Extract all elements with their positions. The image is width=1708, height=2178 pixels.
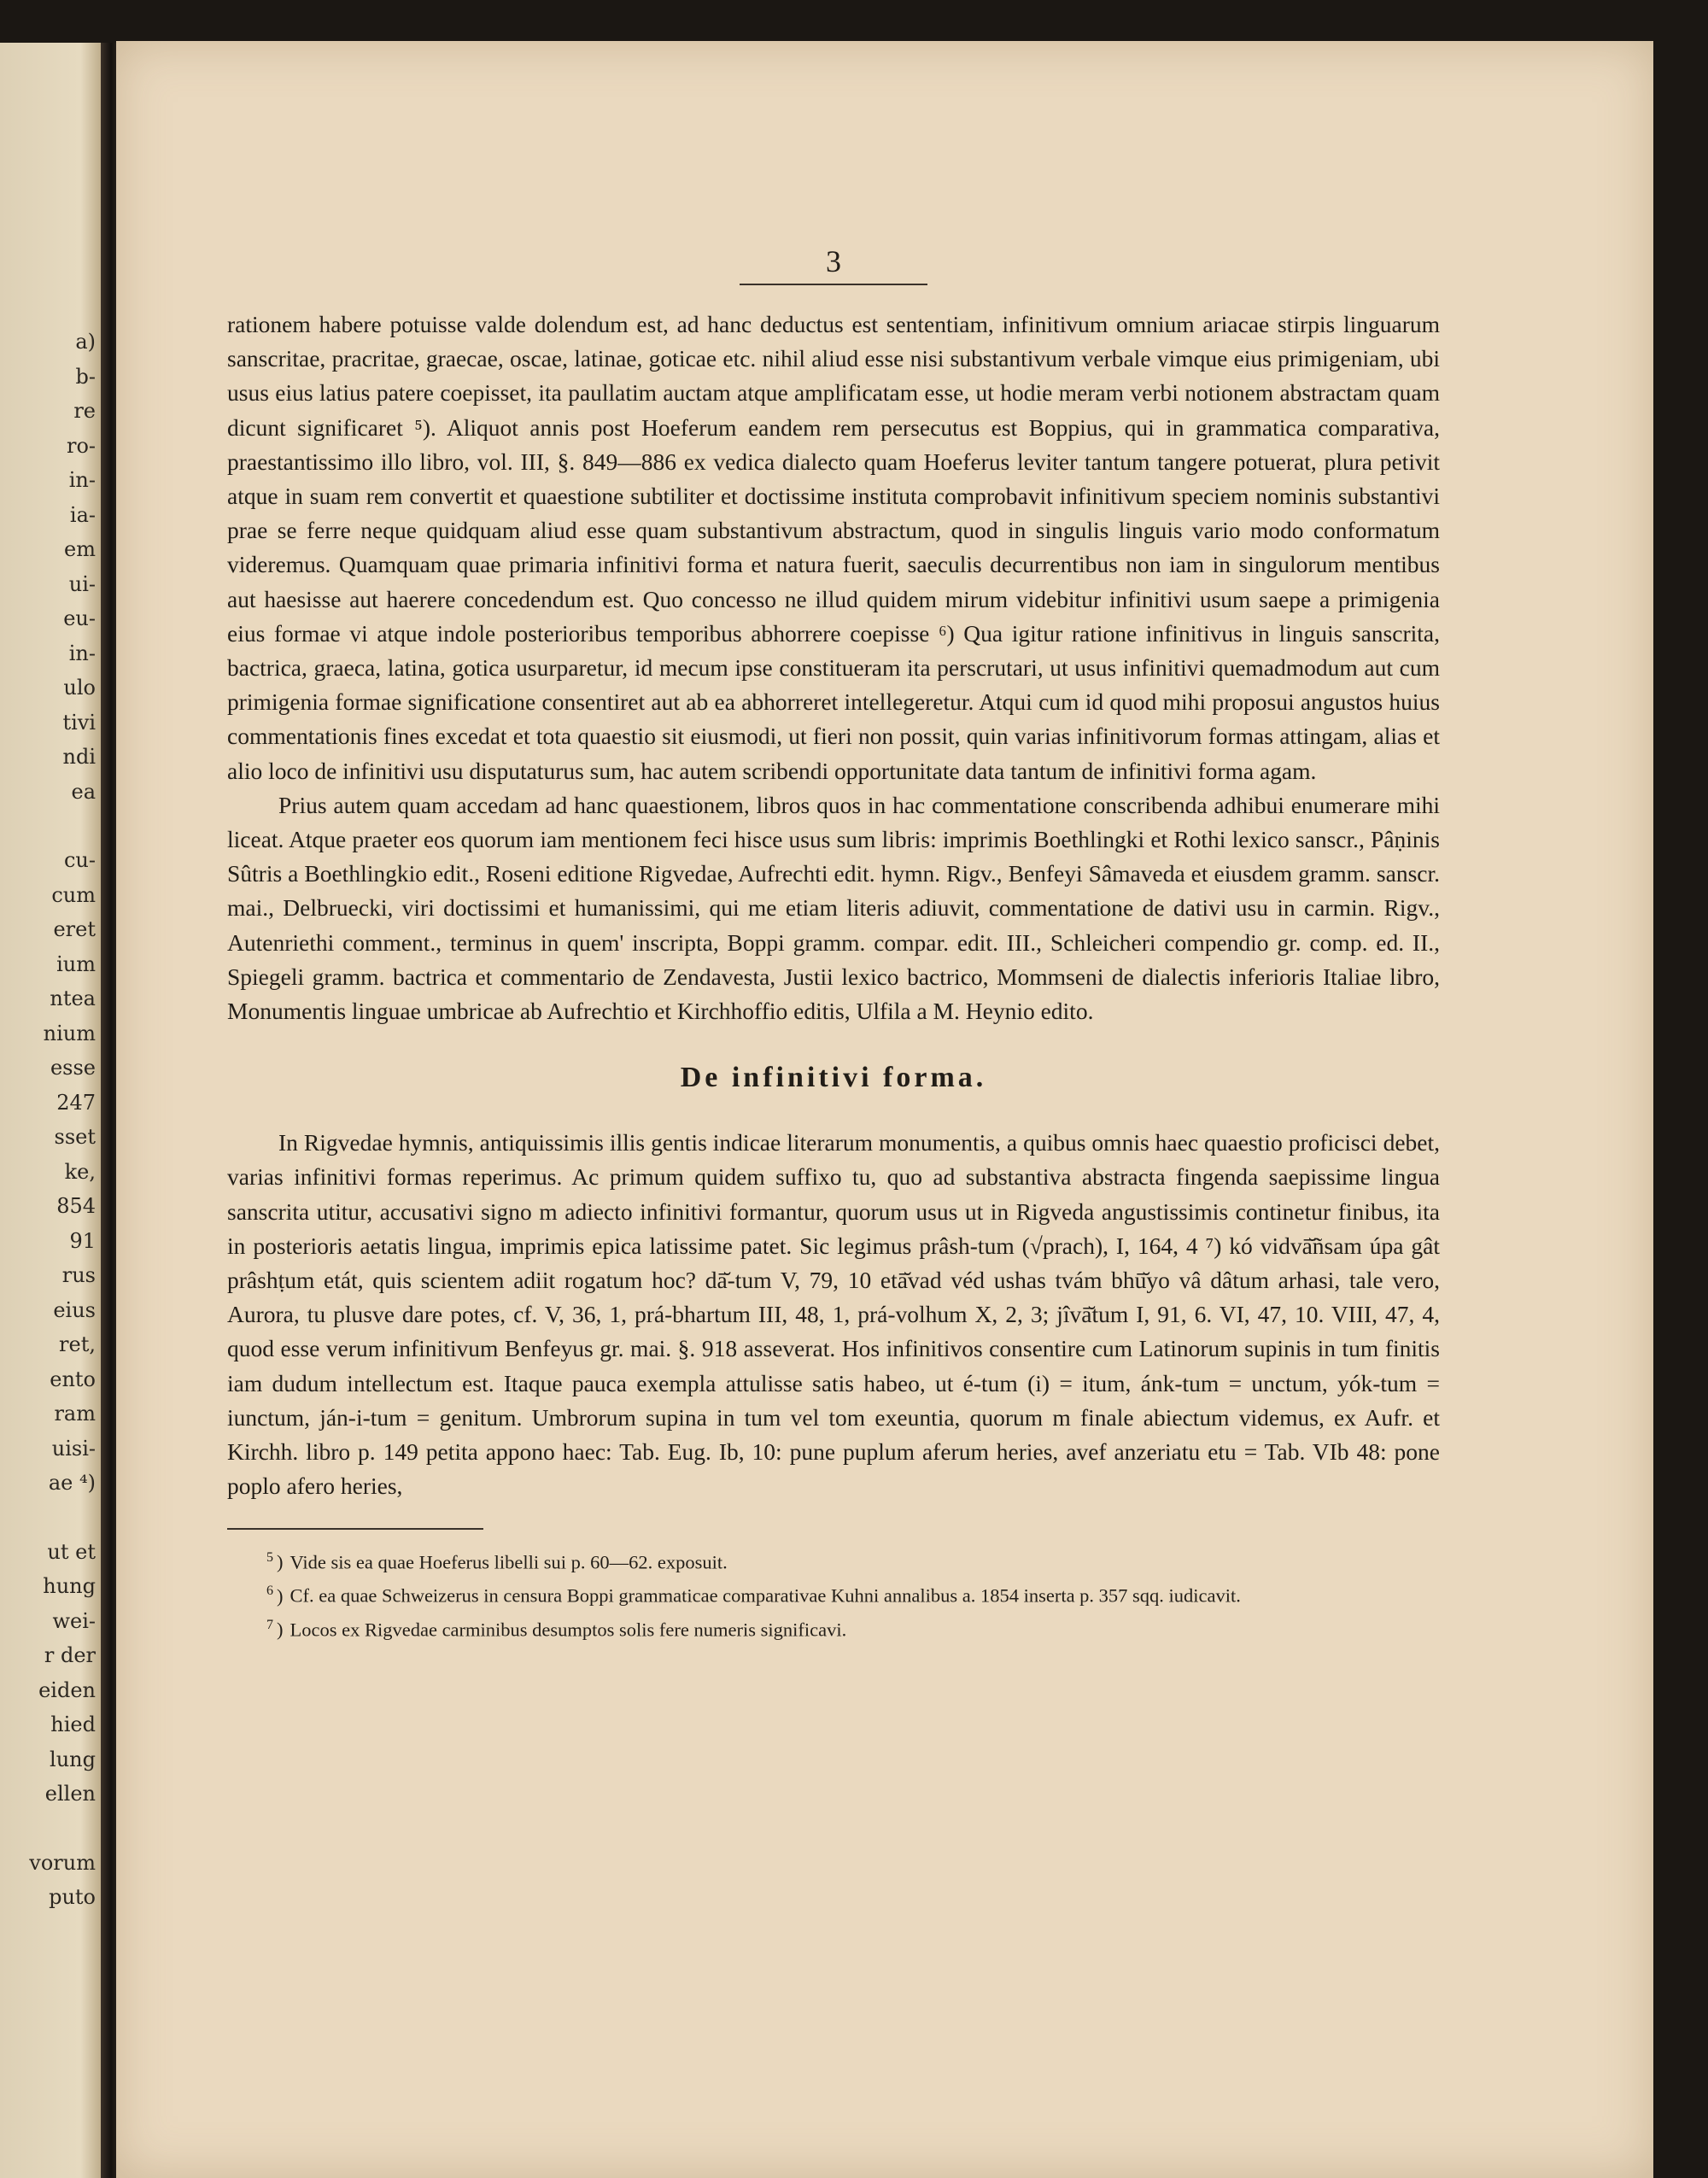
footnote-text: Cf. ea quae Schweizerus in censura Boppi grammaticae comparativae Kuhni annalibus a. 1854 inserta p. 357 sqq. iudicavit. [290,1584,1241,1607]
previous-page-fragment: ntea [50,987,96,1010]
previous-page-fragment: tivi [62,710,96,735]
body-paragraph-1: rationem habere potuisse valde dolendum est, ad hanc deductus est sententiam, infinitivum omnium ariacae stirpis linguarum sanscritae, pracritae, graecae, oscae, latinae, goticae etc. nihil aliud esse nisi substantivum verbale vimque eius primigeniam, ubi usus eius latius patere coepisset, ita paullatim auctam atque amplificatam esse, ut hodie meram verbi notionem abstractam quam dicunt significaret ⁵). Aliquot annis post Hoeferum eandem rem persecutus est Boppius, qui in grammatica comparativa, praestantissimo illo libro, vol. III, §. 849—886 ex vedica dialecto quam Hoeferus leviter tantum tangere potuerat, plura petivit atque in suam rem convertit et quaestione subtiliter et doctissime instituta comprobavit infinitivum speciem nominis substantivi prae se ferre neque quidquam aliud esse quam substantivum abstractum, quod in singulis linguis vario modo conformatum videremus. Quamquam quae primaria infinitivi forma et natura fuerit, saeculis decurrentibus non iam in singulorum mentibus aut haesisse aut haerere concedendum est. Quo concesso ne illud quidem mirum videbitur infinitivi usum saepe a primigenia eius formae vi atque indole posterioribus temporibus abhorrere coepisse ⁶) Qua igitur ratione infinitivus in linguis sanscrita, bactrica, graeca, latina, gotica usurparetur, id mecum ipse constitueram ita perscrutari, ut usus infinitivi quemadmodum aut cum primigenia formae significatione consentiret aut ab ea abhorreret intellegeretur. Atqui cum id quod mihi proposui angustos huius commentationis fines excedat et tota quaestio sit eiusmodi, ut fieri non possit, quin varias infinitivorum formas attingam, alias et alio loco de infinitivi usu disputaturus sum, hac autem scribendi opportunitate data tantum de infinitivi forma agam. [227,311,1440,784]
previous-page-fragment: cu- [63,848,96,872]
section-heading: De infinitivi forma. [680,1062,987,1094]
previous-page-fragment: eret [53,917,96,941]
previous-page-fragment: hied [50,1713,96,1736]
footnote-5: $^5$ ) Vide sis ea quae Hoeferus libelli sui p. 60—62. exposuit. [266,1549,728,1572]
previous-page-fragment: a) [75,330,96,354]
section-paragraph: In Rigvedae hymnis, antiquissimis illis gentis indicae literarum monumentis, a quibus omnis haec quaestio proficisci debet, varias infinitivi formas reperimus. Ac primum quidem suffixo tu, quo ad substantiva abstracta fingenda saepissime lingua sanscrita utitur, accusativi signo m adiecto infinitivi formantur, quorum usus ut in Rigveda angustissimis continetur finibus, ita in posterioris aetatis lingua, imprimis epica latissime patet. Sic legimus prâsh-tum (√prach), I, 164, 4 ⁷) kó vidvā̆ñsam úpa gât prâshṭum etát, quis scientem adiit rogatum hoc? dā̆-tum V, 79, 10 etā̆vad véd ushas tvám bhū̆yo vâ dâtum arhasi, tale vero, Aurora, tu plusve dare potes, cf. V, 36, 1, prá-bhartum III, 48, 1, prá-volhum X, 2, 3; jîvā̆tum I, 91, 6. VI, 47, 10. VIII, 47, 4, quod esse verum infinitivum Benfeyus gr. mai. §. 918 asseverat. Hos infinitivos consentire cum Latinorum supinis in tum finitis iam dudum intellectum est. Itaque pauca exempla attulisse satis habeo, ut é-tum (i) = itum, ánk-tum = unctum, yók-tum = iunctum, ján-i-tum = genitum. Umbrorum supina in tum vel tom exeuntia, quorum m finale abiectum videmus, ex Aufr. et Kirchh. libro p. 149 petita appono haec: Tab. Eug. Ib, 10: pune puplum aferum heries, avef anzeriatu etu = Tab. VIb 48: pone poplo afero heries, [227,1129,1440,1500]
previous-page-fragment: in- [68,468,96,492]
previous-page-fragment: ulo [63,676,96,700]
previous-page-fragment: em [64,537,96,561]
previous-page-fragment: ram [54,1402,96,1426]
book-page [116,41,1653,2178]
body-paragraph-2: Prius autem quam accedam ad hanc quaestionem, libros quos in hac commentatione conscribenda adhibui enumerare mihi liceat. Atque praeter eos quorum iam mentionem feci hisce usus sum libris: imprimis Boethlingki et Rothi lexico sanscr., Pâṇinis Sûtris a Boethlingkio edit., Roseni editione Rigvedae, Aufrechti edit. hymn. Rigv., Benfeyi Sâmaveda et eiusdem gramm. sanscr. mai., Delbruecki, viri doctissimi et humanissimi, qui me etiam literis adiuvit, commentatione de dativi usu in carmin. Rigv., Autenriethi comment., terminus in quem' inscripta, Boppi gramm. compar. edit. III., Schleicheri compendio gr. comp. ed. II., Spiegeli gramm. bactrica et commentario de Zendavesta, Justii lexico bactrico, Mommseni de dialectis inferioris Italiae libro, Monumentis linguae umbricae ab Aufrechtio et Kirchhoffio editis, Ulfila a M. Heynio edito. [227,791,1440,1025]
page-number: 3 [826,244,841,278]
previous-page-fragment: 247 [56,1090,96,1115]
footnote-mark: 6 [266,1584,273,1598]
page-content [227,244,1440,1644]
previous-page-fragment: 854 [56,1194,96,1218]
previous-page-fragment: ia- [69,502,96,527]
previous-page-fragment: puto [49,1885,96,1909]
footnote-text: Vide sis ea quae Hoeferus libelli sui p. 60—62. exposuit. [290,1551,728,1572]
previous-page-fragment: hung [43,1574,96,1598]
previous-page-fragment: wei- [52,1608,96,1633]
previous-page-fragment: re [73,399,96,423]
previous-page-fragment: nium [43,1021,96,1045]
page-number-rule [740,284,927,285]
book-gutter [101,43,118,2178]
previous-page-fragment: eu- [63,606,96,630]
previous-page-fragment: ium [56,951,96,976]
previous-page-fragment: ndi [62,745,96,769]
footnote-rule [227,1528,483,1530]
footnote-mark: 5 [266,1549,273,1565]
previous-page-text-fragments [0,325,96,1915]
previous-page-fragment: vorum [29,1850,96,1875]
previous-page-fragment: rus [61,1263,96,1287]
footnote-text: Locos ex Rigvedae carminibus desumptos solis fere numeris significavi. [290,1619,847,1640]
previous-page-fragment: esse [50,1056,96,1080]
previous-page-fragment: ui- [68,571,96,596]
footnote-mark: 7 [266,1617,273,1632]
previous-page-fragment: eius [53,1297,96,1322]
previous-page-fragment: 91 [69,1228,96,1253]
previous-page-fragment: in- [68,641,96,665]
previous-page-fragment: ret, [59,1332,96,1356]
previous-page-fragment: cum [51,882,96,907]
previous-page-fragment: lung [50,1747,96,1771]
previous-page-fragment: ea [71,779,96,804]
previous-page-fragment: ento [50,1367,96,1391]
previous-page-fragment: eiden [38,1677,96,1702]
previous-page-fragment: ro- [66,433,96,458]
previous-page-fragment: sset [54,1125,96,1149]
previous-page-fragment: ellen [44,1782,96,1806]
previous-page-fragment: r der [44,1643,96,1667]
previous-page-fragment: ke, [64,1159,96,1184]
previous-page-fragment: uisi- [51,1436,96,1461]
footnote-7: $^7$ ) Locos ex Rigvedae carminibus desumptos solis fere numeris significavi. [266,1617,847,1640]
previous-page-fragment: ae ⁴) [48,1471,96,1495]
previous-page-fragment: b- [75,364,96,389]
previous-page-fragment: ut et [47,1539,96,1564]
footnote-6: $^6$ ) Cf. ea quae Schweizerus in censura Boppi grammaticae comparativae Kuhni annalibus a. 1854 inserta p. 357 sqq. iudicavit. [266,1584,1241,1607]
